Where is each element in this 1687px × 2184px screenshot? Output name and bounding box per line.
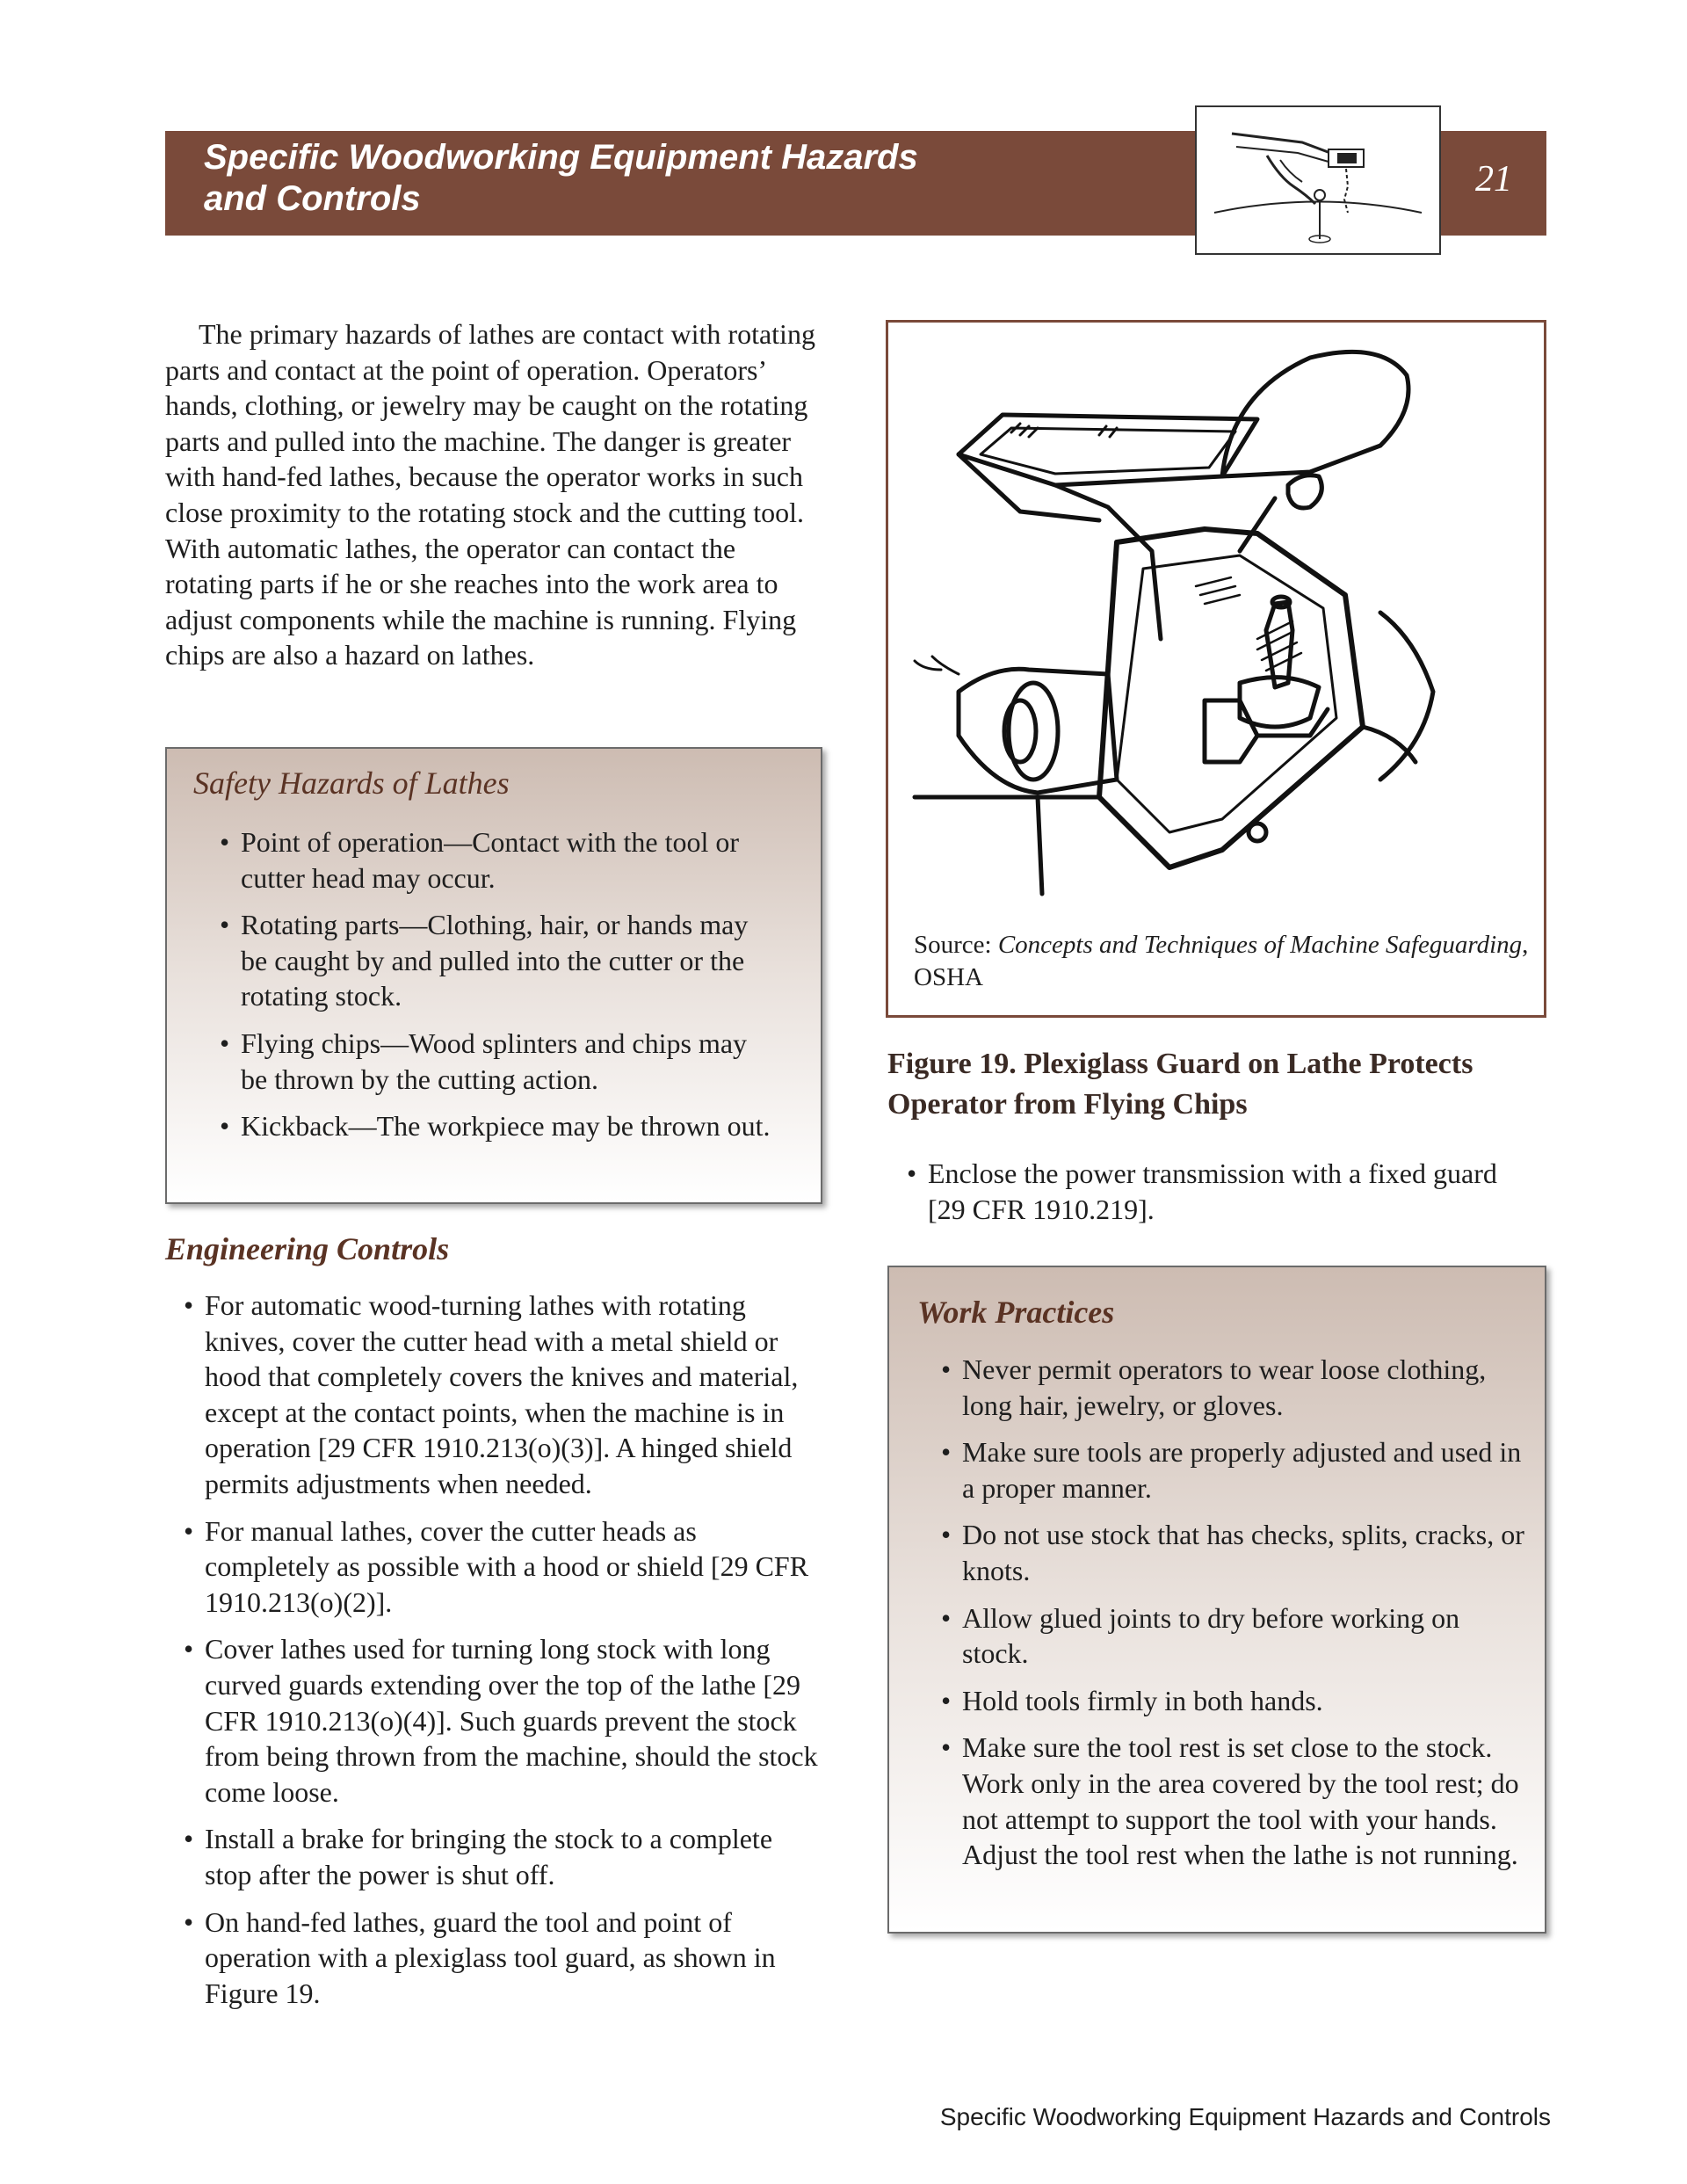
list-item: • On hand-fed lathes, guard the tool and point of operation with a plexiglass tool guard, as shown in Figure 19. bbox=[180, 1905, 826, 2012]
figure-source bbox=[914, 929, 1529, 994]
list-item: • Enclose the power transmission with a fixed guard [29 CFR 1910.219]. bbox=[903, 1156, 1536, 1227]
safety-hazards-box bbox=[165, 747, 822, 1204]
list-item: • Kickback—The workpiece may be thrown out. bbox=[216, 1108, 778, 1144]
safety-hazards-list bbox=[216, 824, 778, 1144]
list-item: • Rotating parts—Clothing, hair, or hands may be caught by and pulled into the cutter or the rotating stock. bbox=[216, 907, 778, 1014]
work-practices-title: Work Practices bbox=[917, 1295, 1115, 1330]
list-item: • Point of operation—Contact with the tool or cutter head may occur. bbox=[216, 824, 778, 896]
list-item: • Make sure the tool rest is set close to the stock. Work only in the area covered by the tool rest; do not attempt to support the tool with your hands. Adjust the tool rest when the lathe is not running. bbox=[938, 1730, 1526, 1872]
source-title: Concepts and Techniques of Machine Safeguarding bbox=[997, 931, 1523, 959]
engineering-controls-heading: Engineering Controls bbox=[165, 1231, 450, 1266]
list-item: • Allow glued joints to dry before working on stock. bbox=[938, 1600, 1526, 1672]
lathe-guard-drawing bbox=[888, 323, 1544, 920]
list-item: • Flying chips—Wood splinters and chips may be thrown by the cutting action. bbox=[216, 1026, 778, 1097]
list-item: • Install a brake for bringing the stock to a complete stop after the power is shut off. bbox=[180, 1821, 826, 1892]
list-item: • Cover lathes used for turning long stock with long curved guards extending over the top of the lathe [29 CFR 1910.213(o)(4)]. Such guards prevent the stock from being thrown from the machine, should the stock come loose. bbox=[180, 1631, 826, 1810]
engineering-controls-list bbox=[180, 1288, 826, 2011]
section-title bbox=[204, 137, 1170, 220]
list-item: • Hold tools firmly in both hands. bbox=[938, 1683, 1526, 1719]
list-item: • Make sure tools are properly adjusted and used in a proper manner. bbox=[938, 1434, 1526, 1506]
source-label: Source: bbox=[914, 931, 992, 959]
figure-frame bbox=[886, 320, 1546, 1018]
source-org: , OSHA bbox=[914, 931, 1529, 991]
figure-caption: Figure 19. Plexiglass Guard on Lathe Protects Operator from Flying Chips bbox=[887, 1048, 1473, 1121]
work-practices-box bbox=[887, 1266, 1546, 1934]
list-item: • For manual lathes, cover the cutter heads as completely as possible with a hood or shield [29 CFR 1910.213(o)(2)]. bbox=[180, 1513, 826, 1621]
safety-hazards-title: Safety Hazards of Lathes bbox=[193, 765, 510, 801]
work-practices-list bbox=[938, 1352, 1526, 1873]
page-number: 21 bbox=[1475, 159, 1512, 200]
scroll-saw-drawing bbox=[1197, 107, 1439, 253]
page-footer: Specific Woodworking Equipment Hazards and Controls bbox=[939, 2103, 1551, 2130]
section-title-line1: Specific Woodworking Equipment Hazards bbox=[204, 138, 918, 177]
list-item: • Do not use stock that has checks, splits, cracks, or knots. bbox=[938, 1517, 1526, 1588]
power-transmission-list bbox=[903, 1156, 1536, 1227]
list-item: • Never permit operators to wear loose clothing, long hair, jewelry, or gloves. bbox=[938, 1352, 1526, 1423]
intro-paragraph: The primary hazards of lathes are contact with rotating parts and contact at the point of operation. Operators’ hands, clothing, or jewelry may be caught on the rotating parts and pulled into the machine. The danger is greater with hand-fed lathes, because the operator works in such close proximity to the rotating stock and the cutting tool. With automatic lathes, the operator can contact the rotating parts if he or she reaches into the work area to adjust components while the machine is running. Flying chips are also a hazard on lathes. bbox=[165, 318, 815, 671]
section-title-line2: and Controls bbox=[204, 179, 421, 218]
scroll-saw-illustration bbox=[1195, 105, 1441, 255]
list-item: • For automatic wood-turning lathes with rotating knives, cover the cutter head with a metal shield or hood that completely covers the knives and material, except at the contact points, when the machine is in operation [29 CFR 1910.213(o)(3)]. A hinged shield permits adjustments when needed. bbox=[180, 1288, 826, 1502]
